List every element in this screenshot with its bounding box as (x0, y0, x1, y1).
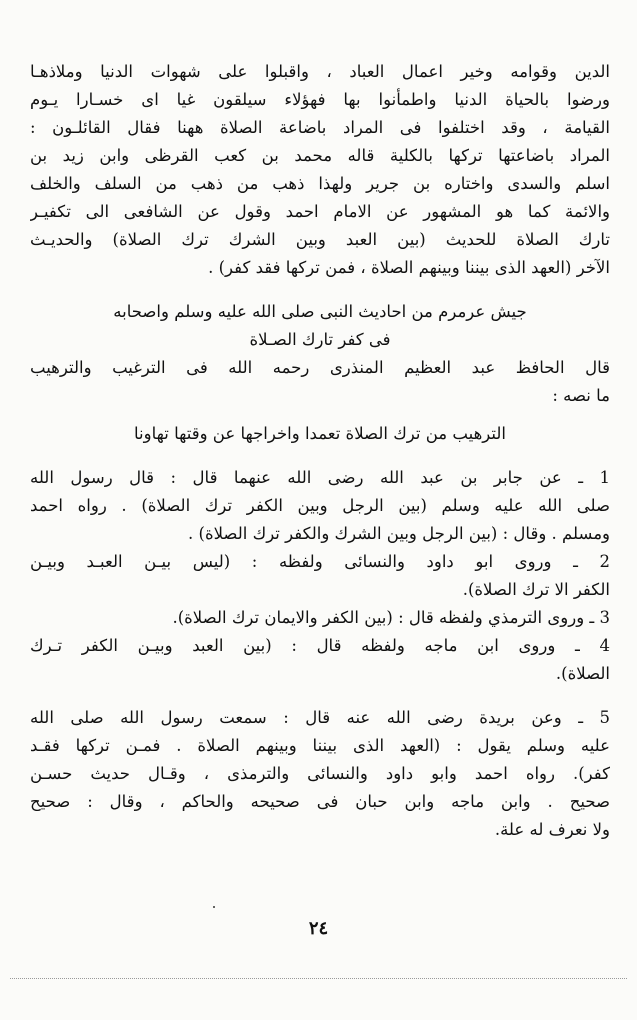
scan-dotted-edge (10, 978, 627, 979)
text-line: 2 ـ وروى ابو داود والنسائى ولفظه : (ليس بيـن العبـد وبيـن (30, 552, 610, 571)
hadith-3 (30, 604, 610, 632)
section-heading-2: الترهيب من ترك الصلاة تعمدا واخراجها عن وقتها تهاونا (134, 424, 506, 443)
text-line: صحيح . وابن ماجه وابن حبان فى صحيحه والحاكم ، وقال : صحيح (30, 792, 610, 811)
section-heading-1 (30, 298, 610, 354)
hadith-5 (30, 704, 610, 844)
text-line: الآخر (العهد الذى بيننا وبينهم الصلاة ، فمن تركها فقد كفر) . (208, 258, 610, 277)
text-line: ما نصه : (552, 386, 610, 405)
text-line: عليه وسلم يقول : (العهد الذى بيننا وبينهم الصلاة . فمـن تركها فقـد (30, 736, 610, 755)
hadith-2 (30, 548, 610, 604)
text-line: القيامة ، وقد اختلفوا فى المراد باضاعة الصلاة ههنا فقال القائلـون : (30, 118, 610, 137)
text-line: المراد باضاعتها تركها بالكلية قاله محمد بن كعب القرظى وابن زيد بن (30, 146, 610, 165)
text-line: والائمة كما هو المشهور عن الامام احمد وقول عن الشافعى الى تكفيـر (30, 202, 610, 221)
text-line: 5 ـ وعن بريدة رضى الله عنه قال : سمعت رسول الله صلى الله (30, 708, 610, 727)
text-line: تارك الصلاة للحديث (بين العبد وبين الشرك ترك الصلاة) والحديـث (30, 230, 610, 249)
text-line: صلى الله عليه وسلم (بين الرجل وبين الكفر ترك الصلاة) . رواه احمد (30, 496, 610, 515)
text-line: قال الحافظ عبد العظيم المنذرى رحمه الله فى الترغيب والترهيب (30, 358, 610, 377)
text-line: الكفر الا ترك الصلاة). (462, 580, 610, 599)
text-line: ورضوا بالحياة الدنيا واطمأنوا بها فهؤلاء سيلقون غيا اى خسـارا يـوم (30, 90, 610, 109)
scan-speck (213, 906, 215, 908)
page-body (30, 58, 610, 844)
text-line: اسلم والسدى واختاره بن جرير ولهذا ذهب من ذهب من السلف والخلف (30, 174, 610, 193)
page-number: ٢٤ (308, 918, 329, 939)
text-line: الصلاة). (555, 664, 610, 683)
heading-line: جيش عرمرم من احاديث النبى صلى الله عليه وسلم واصحابه (113, 302, 527, 321)
hadith-4 (30, 632, 610, 688)
paragraph-1 (30, 58, 610, 282)
heading-line: فى كفر تارك الصـلاة (249, 330, 391, 349)
text-line: الدين وقوامه وخير اعمال العباد ، واقبلوا على شهوات الدنيا وملاذهـا (30, 62, 610, 81)
text-line: ومسلم . وقال : (بين الرجل وبين الشرك والكفر ترك الصلاة) . (188, 524, 610, 543)
hadith-1 (30, 464, 610, 548)
text-line: كفر). رواه احمد وابو داود والنسائى والترمذى ، وقـال حديث حسـن (30, 764, 610, 783)
text-line: 3 ـ وروى الترمذي ولفظه قال : (بين الكفر والايمان ترك الصلاة). (172, 608, 610, 627)
text-line: 4 ـ وروى ابن ماجه ولفظه قال : (بين العبد وبيـن الكفر تـرك (30, 636, 610, 655)
text-line: ولا نعرف له علة. (494, 820, 610, 839)
paragraph-2 (30, 354, 610, 410)
text-line: 1 ـ عن جابر بن عبد الله رضى الله عنهما قال : قال رسول الله (30, 468, 610, 487)
